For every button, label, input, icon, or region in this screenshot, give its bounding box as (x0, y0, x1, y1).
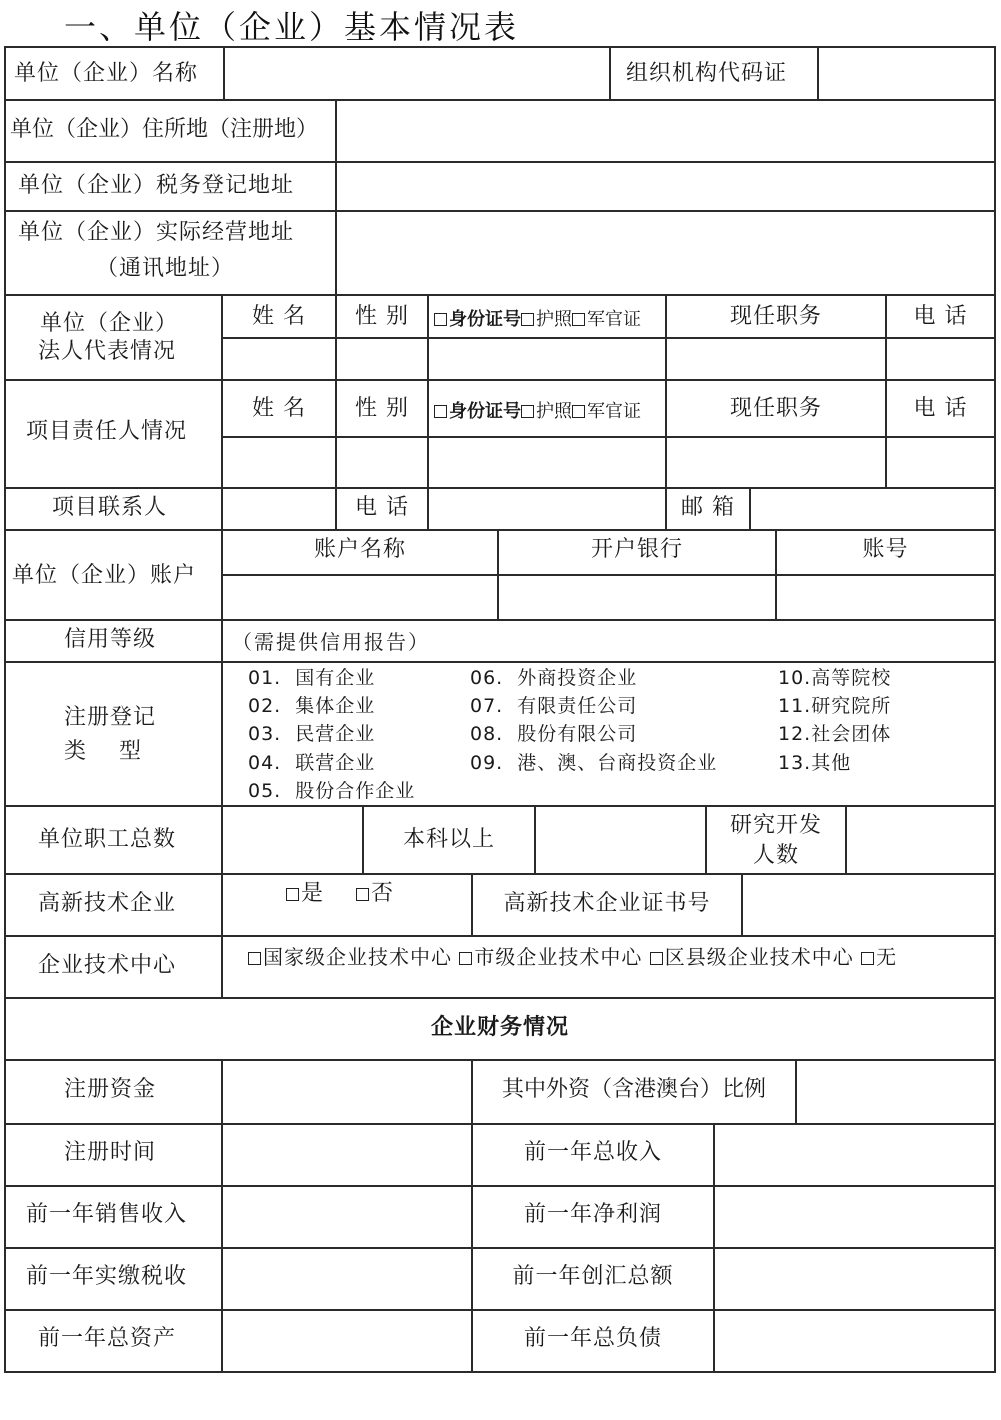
passport-checkbox[interactable] (521, 313, 534, 326)
hitech-cert-label: 高新技术企业证书号 (503, 891, 711, 916)
legal-rep-label: 单位（企业） (40, 311, 179, 336)
header-position-2: 现任职务 (729, 396, 822, 421)
company-name-field[interactable] (226, 49, 608, 98)
district-center-checkbox[interactable] (650, 952, 663, 965)
hitech-no-checkbox[interactable] (356, 888, 369, 901)
header-gender-2: 性 别 (355, 396, 409, 421)
tax-paid-label: 前一年实缴税收 (26, 1264, 188, 1289)
domicile-field[interactable] (338, 102, 993, 160)
org-code-label: 组织机构代码证 (626, 61, 788, 86)
header-gender: 性 别 (355, 304, 409, 329)
finance-section-title: 企业财务情况 (430, 1015, 569, 1040)
forex-earned-label: 前一年创汇总额 (512, 1264, 674, 1289)
id-card-checkbox-2[interactable] (434, 405, 447, 418)
reg-type-label-2: 类 型 (64, 739, 142, 764)
reg-type-option[interactable]: 10.高等院校 (778, 667, 892, 689)
total-liabilities-label: 前一年总负债 (523, 1326, 662, 1351)
tech-center-label: 企业技术中心 (38, 953, 177, 978)
project-lead-label: 项目责任人情况 (26, 419, 188, 444)
contact-phone-label: 电 话 (355, 495, 409, 520)
operating-address-label: 单位（企业）实际经营地址 (18, 220, 295, 245)
hitech-yes-checkbox[interactable] (286, 888, 299, 901)
officer-id-checkbox[interactable] (572, 313, 585, 326)
org-code-field[interactable] (820, 49, 993, 98)
reg-type-option[interactable]: 08. 股份有限公司 (470, 723, 638, 745)
company-name-label: 单位（企业）名称 (14, 61, 199, 86)
registration-date-label: 注册时间 (64, 1140, 157, 1165)
national-center-checkbox[interactable] (248, 952, 261, 965)
header-name-2: 姓 名 (252, 396, 306, 421)
reg-type-option[interactable]: 11.研究院所 (778, 695, 892, 717)
id-card-checkbox[interactable] (434, 313, 447, 326)
rd-staff-label: 研究开发 (729, 813, 822, 838)
total-income-label: 前一年总收入 (523, 1140, 662, 1165)
tech-center-options: 国家级企业技术中心 市级企业技术中心 区县级企业技术中心 无 (248, 943, 897, 971)
net-profit-label: 前一年净利润 (523, 1202, 662, 1227)
reg-type-option[interactable]: 07. 有限责任公司 (470, 695, 638, 717)
registered-capital-label: 注册资金 (64, 1077, 157, 1102)
tax-address-field[interactable] (338, 164, 993, 209)
total-assets-label: 前一年总资产 (38, 1326, 177, 1351)
hitech-options: 是 否 (286, 880, 394, 908)
header-phone-2: 电 话 (913, 396, 968, 421)
staff-total-label: 单位职工总数 (38, 827, 177, 852)
reg-type-option[interactable]: 13.其他 (778, 752, 852, 774)
city-center-checkbox[interactable] (459, 952, 472, 965)
hitech-label: 高新技术企业 (38, 891, 177, 916)
header-name: 姓 名 (252, 304, 306, 329)
reg-type-option[interactable]: 01. 国有企业 (248, 667, 376, 689)
tax-address-label: 单位（企业）税务登记地址 (18, 173, 295, 198)
mailing-address-label: （通讯地址） (96, 256, 235, 281)
account-label: 单位（企业）账户 (12, 563, 197, 588)
passport-checkbox-2[interactable] (521, 405, 534, 418)
rd-staff-label-2: 人数 (752, 843, 799, 868)
officer-id-checkbox-2[interactable] (572, 405, 585, 418)
domicile-label: 单位（企业）住所地（注册地） (10, 117, 319, 142)
bank-header: 开户银行 (590, 537, 683, 562)
reg-type-option[interactable]: 09. 港、澳、台商投资企业 (470, 752, 718, 774)
reg-type-option[interactable]: 05. 股份合作企业 (248, 780, 416, 802)
contact-label: 项目联系人 (52, 495, 168, 520)
header-id-options-2: 身份证号 护照 军官证 (434, 398, 641, 426)
bachelor-label: 本科以上 (402, 827, 495, 852)
foreign-ratio-label: 其中外资（含港澳台）比例 (501, 1077, 766, 1102)
legal-rep-label-2: 法人代表情况 (38, 339, 177, 364)
credit-label: 信用等级 (64, 627, 157, 652)
operating-address-field[interactable] (338, 213, 993, 293)
none-checkbox[interactable] (861, 952, 874, 965)
reg-type-option[interactable]: 12.社会团体 (778, 723, 892, 745)
page-title: 一、单位（企业）基本情况表 (64, 8, 520, 46)
sales-income-label: 前一年销售收入 (26, 1202, 188, 1227)
contact-email-label: 邮 箱 (681, 495, 735, 520)
account-name-header: 账户名称 (313, 537, 406, 562)
credit-note: （需提供信用报告） (232, 630, 430, 654)
reg-type-option[interactable]: 02. 集体企业 (248, 695, 376, 717)
reg-type-option[interactable]: 03. 民营企业 (248, 723, 376, 745)
reg-type-label: 注册登记 (64, 705, 157, 730)
header-position: 现任职务 (729, 304, 822, 329)
reg-type-option[interactable]: 04. 联营企业 (248, 752, 376, 774)
reg-type-option[interactable]: 06. 外商投资企业 (470, 667, 638, 689)
header-id-options: 身份证号 护照 军官证 (434, 306, 641, 334)
header-phone: 电 话 (913, 304, 968, 329)
account-number-header: 账号 (862, 537, 909, 562)
